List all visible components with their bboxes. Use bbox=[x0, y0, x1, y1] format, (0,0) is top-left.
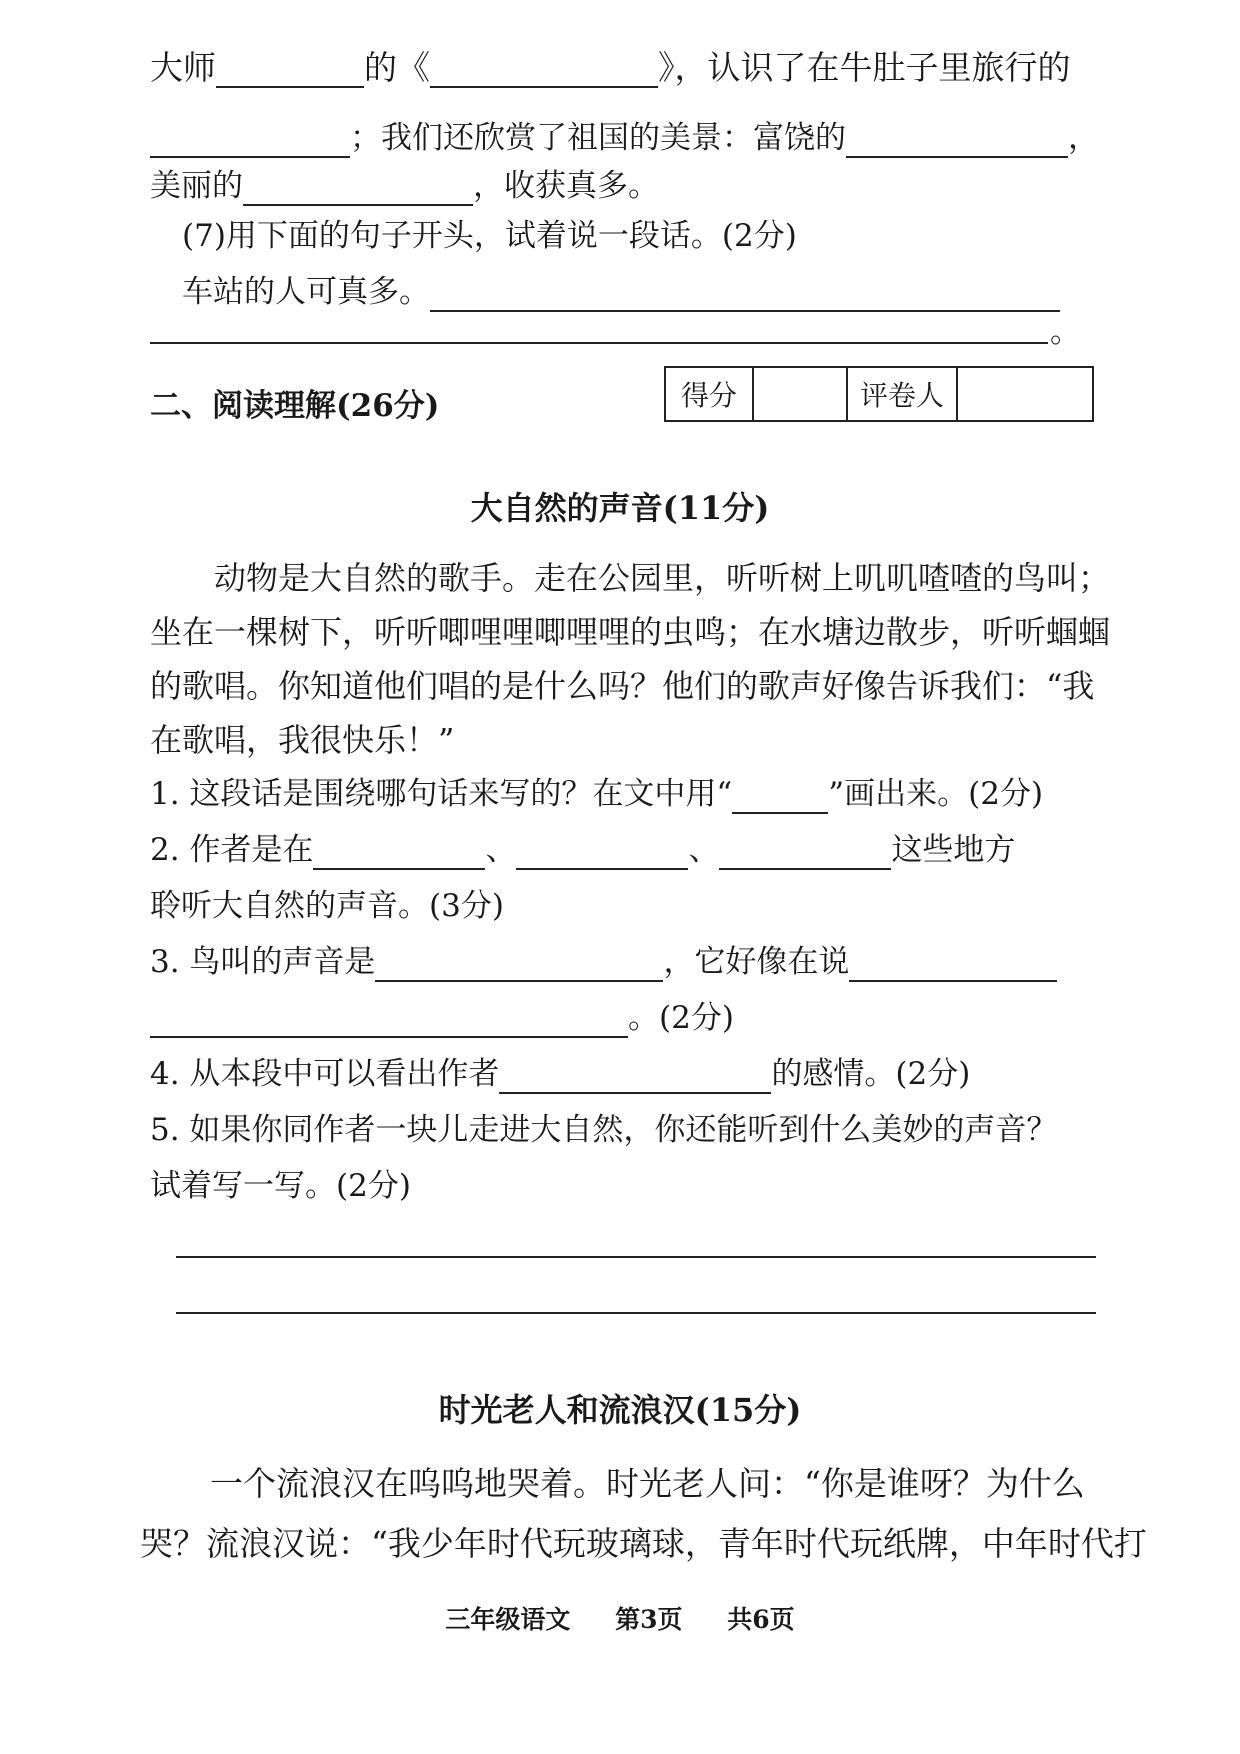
question-7-end: 。 bbox=[1050, 314, 1081, 350]
footer-subject: 三年级语文 bbox=[445, 1605, 571, 1634]
passage-line: 一个流浪汉在呜呜地哭着。时光老人问：“你是谁呀？为什么 bbox=[210, 1464, 1085, 1503]
passage-line: 哭？流浪汉说：“我少年时代玩玻璃球，青年时代玩纸牌，中年时代打 bbox=[140, 1524, 1147, 1563]
passage-line: 在歌唱，我很快乐！” bbox=[150, 721, 455, 759]
question-3: 3. 鸟叫的声音是 ，它好像在说 bbox=[150, 942, 1057, 982]
blank[interactable] bbox=[313, 838, 485, 870]
blank[interactable] bbox=[516, 838, 688, 870]
passage-line: 坐在一棵树下，听听唧哩哩唧哩哩的虫鸣；在水塘边散步，听听蝈蝈 bbox=[150, 613, 1111, 651]
section-heading: 二、阅读理解(26分) bbox=[150, 388, 440, 424]
blank[interactable] bbox=[849, 950, 1057, 982]
question-3-cont: 。(2分) bbox=[150, 998, 734, 1038]
fill-line-1: 大师 的《 》，认识了在牛肚子里旅行的 bbox=[150, 48, 1071, 87]
blank[interactable] bbox=[430, 280, 1060, 312]
blank[interactable] bbox=[375, 950, 663, 982]
blank[interactable] bbox=[499, 1062, 771, 1094]
page-footer bbox=[0, 1600, 1240, 1636]
blank[interactable] bbox=[243, 174, 473, 206]
score-label: 得分 bbox=[666, 368, 754, 420]
question-7: (7)用下面的句子开头，试着说一段话。(2分) bbox=[182, 218, 797, 254]
fill-line-3: 美丽的 ，收获真多。 bbox=[150, 168, 659, 204]
blank[interactable] bbox=[846, 126, 1068, 158]
grader-label: 评卷人 bbox=[848, 368, 958, 420]
passage-title-2: 时光老人和流浪汉(15分) bbox=[438, 1391, 802, 1429]
question-4: 4. 从本段中可以看出作者 的感情。(2分) bbox=[150, 1056, 971, 1092]
question-7-start: 车站的人可真多。 bbox=[182, 272, 1060, 312]
answer-line[interactable] bbox=[176, 1256, 1096, 1258]
fill-line-2: ；我们还欣赏了祖国的美景：富饶的 ， bbox=[150, 118, 1099, 158]
answer-line[interactable] bbox=[176, 1312, 1096, 1314]
footer-total: 共6页 bbox=[727, 1605, 795, 1634]
question-2: 2. 作者是在 、 、 这些地方 bbox=[150, 832, 1016, 868]
blank[interactable] bbox=[430, 56, 658, 88]
question-5-cont: 试着写一写。(2分) bbox=[150, 1168, 411, 1204]
passage-title-1: 大自然的声音(11分) bbox=[470, 489, 770, 527]
passage-line: 动物是大自然的歌手。走在公园里，听听树上叽叽喳喳的鸟叫； bbox=[214, 559, 1111, 597]
question-1: 1. 这段话是围绕哪句话来写的？在文中用“ ”画出来。(2分) bbox=[150, 776, 1044, 812]
blank[interactable] bbox=[150, 1006, 628, 1038]
score-box bbox=[664, 366, 1094, 422]
blank[interactable] bbox=[719, 838, 891, 870]
answer-line[interactable] bbox=[150, 342, 1048, 344]
question-2-cont: 聆听大自然的声音。(3分) bbox=[150, 888, 504, 924]
blank[interactable] bbox=[732, 782, 828, 814]
question-5: 5. 如果你同作者一块儿走进大自然，你还能听到什么美妙的声音？ bbox=[150, 1112, 1058, 1148]
score-field[interactable] bbox=[754, 368, 848, 420]
passage-line: 的歌唱。你知道他们唱的是什么吗？他们的歌声好像告诉我们：“我 bbox=[150, 667, 1095, 705]
blank[interactable] bbox=[216, 56, 364, 88]
grader-field[interactable] bbox=[958, 368, 1092, 420]
blank[interactable] bbox=[150, 126, 350, 158]
footer-page: 第3页 bbox=[615, 1605, 683, 1634]
